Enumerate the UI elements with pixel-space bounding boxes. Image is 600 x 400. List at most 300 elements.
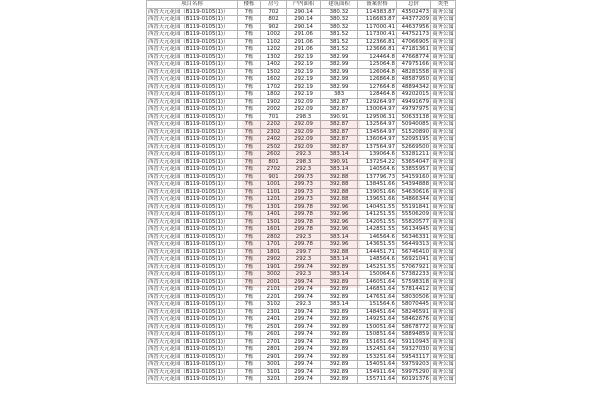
cell-room-number[interactable]: 2401: [261, 316, 287, 324]
cell-inner-area[interactable]: 292.19: [287, 53, 321, 61]
cell-building-area[interactable]: 392.88: [321, 181, 358, 189]
cell-type[interactable]: 商务公寓: [432, 16, 454, 23]
cell-project-name[interactable]: 西晋天元花园（B119-0105(1)）: [147, 143, 238, 151]
cell-total-price[interactable]: 52095195: [397, 136, 431, 144]
cell-project-name[interactable]: 西晋天元花园（B119-0105(1)）: [147, 308, 238, 316]
cell-inner-area[interactable]: 299.74: [287, 368, 321, 376]
cell-type[interactable]: 商务公寓: [432, 338, 454, 345]
cell-room-number[interactable]: 3002: [261, 271, 287, 279]
cell-building[interactable]: 7栋: [238, 226, 261, 234]
cell-building-area[interactable]: 392.89: [321, 293, 358, 301]
cell-room-number[interactable]: 1102: [261, 38, 287, 46]
cell-room-number[interactable]: 3102: [261, 301, 287, 309]
cell-filing-price[interactable]: 126064.8: [358, 68, 397, 76]
cell-total-price[interactable]: 56746410: [397, 248, 431, 256]
cell-project-name[interactable]: 西晋天元花园（B119-0105(1)）: [147, 353, 238, 361]
cell-total-price[interactable]: 58070445: [397, 301, 431, 309]
cell-total-price[interactable]: 54159160: [397, 173, 431, 181]
cell-type[interactable]: 商务公寓: [432, 211, 454, 218]
cell-building[interactable]: 7栋: [238, 346, 261, 354]
cell-total-price[interactable]: 56346331: [397, 233, 431, 241]
cell-building-area[interactable]: 392.89: [321, 361, 358, 369]
cell-project-name[interactable]: 西晋天元花园（B119-0105(1)）: [147, 53, 238, 61]
cell-building[interactable]: 7栋: [238, 166, 261, 174]
cell-project-name[interactable]: 西晋天元花园（B119-0105(1)）: [147, 151, 238, 159]
cell-type[interactable]: 商务公寓: [432, 8, 454, 15]
cell-filing-price[interactable]: 148564.6: [358, 256, 397, 264]
cell-total-price[interactable]: 47975166: [397, 61, 431, 69]
cell-type[interactable]: 商务公寓: [432, 241, 454, 248]
cell-building[interactable]: 7栋: [238, 106, 261, 114]
cell-building-area[interactable]: 383.14: [321, 271, 358, 279]
cell-project-name[interactable]: 西晋天元花园（B119-0105(1)）: [147, 286, 238, 294]
cell-total-price[interactable]: 47181361: [397, 46, 431, 54]
cell-project-name[interactable]: 西晋天元花园（B119-0105(1)）: [147, 331, 238, 339]
cell-inner-area[interactable]: 299.73: [287, 188, 321, 196]
cell-total-price[interactable]: 56449313: [397, 241, 431, 249]
cell-total-price[interactable]: 53855957: [397, 166, 431, 174]
cell-filing-price[interactable]: 140451.55: [358, 203, 397, 211]
cell-total-price[interactable]: 58462676: [397, 316, 431, 324]
cell-building[interactable]: 7栋: [238, 248, 261, 256]
cell-building[interactable]: 7栋: [238, 98, 261, 106]
cell-inner-area[interactable]: 290.14: [287, 23, 321, 31]
cell-filing-price[interactable]: 114383.87: [358, 8, 397, 16]
cell-building[interactable]: 7栋: [238, 323, 261, 331]
cell-building[interactable]: 7栋: [238, 76, 261, 84]
cell-filing-price[interactable]: 143651.55: [358, 241, 397, 249]
cell-room-number[interactable]: 2002: [261, 106, 287, 114]
cell-filing-price[interactable]: 150851.64: [358, 331, 397, 339]
cell-project-name[interactable]: 西晋天元花园（B119-0105(1)）: [147, 368, 238, 376]
cell-project-name[interactable]: 西晋天元花园（B119-0105(1)）: [147, 376, 238, 384]
cell-room-number[interactable]: 2302: [261, 128, 287, 136]
cell-inner-area[interactable]: 291.06: [287, 46, 321, 54]
cell-building-area[interactable]: 392.89: [321, 331, 358, 339]
cell-filing-price[interactable]: 149251.64: [358, 316, 397, 324]
cell-project-name[interactable]: 西晋天元花园（B119-0105(1)）: [147, 166, 238, 174]
cell-total-price[interactable]: 57067921: [397, 263, 431, 271]
cell-type[interactable]: 商务公寓: [432, 316, 454, 323]
cell-room-number[interactable]: 701: [261, 113, 287, 121]
cell-building[interactable]: 7栋: [238, 23, 261, 31]
cell-inner-area[interactable]: 299.7: [287, 248, 321, 256]
cell-building-area[interactable]: 382.87: [321, 106, 358, 114]
cell-room-number[interactable]: 901: [261, 173, 287, 181]
cell-filing-price[interactable]: 150064.6: [358, 271, 397, 279]
cell-project-name[interactable]: 西晋天元花园（B119-0105(1)）: [147, 16, 238, 24]
cell-project-name[interactable]: 西晋天元花园（B119-0105(1)）: [147, 316, 238, 324]
cell-building-area[interactable]: 380.32: [321, 23, 358, 31]
cell-total-price[interactable]: 59110943: [397, 338, 431, 346]
cell-filing-price[interactable]: 142051.55: [358, 218, 397, 226]
cell-project-name[interactable]: 西晋天元花园（B119-0105(1)）: [147, 181, 238, 189]
cell-total-price[interactable]: 56921041: [397, 256, 431, 264]
cell-total-price[interactable]: 53281211: [397, 151, 431, 159]
cell-project-name[interactable]: 西晋天元花园（B119-0105(1)）: [147, 211, 238, 219]
cell-room-number[interactable]: 1002: [261, 31, 287, 39]
cell-total-price[interactable]: 53654047: [397, 158, 431, 166]
cell-inner-area[interactable]: 292.19: [287, 83, 321, 91]
cell-room-number[interactable]: 3101: [261, 368, 287, 376]
cell-building-area[interactable]: 380.32: [321, 16, 358, 24]
cell-filing-price[interactable]: 127664.8: [358, 83, 397, 91]
cell-building[interactable]: 7栋: [238, 301, 261, 309]
cell-total-price[interactable]: 43502473: [397, 8, 431, 16]
cell-building-area[interactable]: 382.99: [321, 83, 358, 91]
cell-type[interactable]: 商务公寓: [432, 188, 454, 195]
cell-building[interactable]: 7栋: [238, 293, 261, 301]
cell-building-area[interactable]: 381.52: [321, 38, 358, 46]
cell-total-price[interactable]: 55191841: [397, 203, 431, 211]
cell-room-number[interactable]: 2201: [261, 293, 287, 301]
cell-project-name[interactable]: 西晋天元花园（B119-0105(1)）: [147, 91, 238, 99]
cell-total-price[interactable]: 54866344: [397, 196, 431, 204]
cell-building-area[interactable]: 392.89: [321, 323, 358, 331]
cell-room-number[interactable]: 3201: [261, 376, 287, 384]
cell-inner-area[interactable]: 298.3: [287, 158, 321, 166]
cell-type[interactable]: 商务公寓: [432, 263, 454, 270]
cell-type[interactable]: 商务公寓: [432, 38, 454, 45]
cell-total-price[interactable]: 57814412: [397, 286, 431, 294]
cell-type[interactable]: 商务公寓: [432, 128, 454, 135]
cell-inner-area[interactable]: 299.74: [287, 278, 321, 286]
cell-inner-area[interactable]: 299.74: [287, 323, 321, 331]
cell-building[interactable]: 7栋: [238, 53, 261, 61]
cell-building[interactable]: 7栋: [238, 181, 261, 189]
cell-type[interactable]: 商务公寓: [432, 346, 454, 353]
cell-room-number[interactable]: 2602: [261, 151, 287, 159]
cell-room-number[interactable]: 1101: [261, 188, 287, 196]
cell-inner-area[interactable]: 299.74: [287, 308, 321, 316]
cell-building-area[interactable]: 383.14: [321, 256, 358, 264]
cell-building[interactable]: 7栋: [238, 241, 261, 249]
cell-inner-area[interactable]: 299.78: [287, 203, 321, 211]
cell-project-name[interactable]: 西晋天元花园（B119-0105(1)）: [147, 203, 238, 211]
cell-building-area[interactable]: 392.89: [321, 308, 358, 316]
cell-type[interactable]: 商务公寓: [432, 151, 454, 158]
cell-filing-price[interactable]: 151564.6: [358, 301, 397, 309]
cell-inner-area[interactable]: 292.09: [287, 143, 321, 151]
cell-building[interactable]: 7栋: [238, 271, 261, 279]
cell-building[interactable]: 7栋: [238, 121, 261, 129]
cell-room-number[interactable]: 1201: [261, 196, 287, 204]
cell-building[interactable]: 7栋: [238, 8, 261, 16]
cell-type[interactable]: 商务公寓: [432, 376, 454, 383]
cell-room-number[interactable]: 1902: [261, 98, 287, 106]
cell-filing-price[interactable]: 155711.64: [358, 376, 397, 384]
cell-type[interactable]: 商务公寓: [432, 136, 454, 143]
cell-inner-area[interactable]: 291.06: [287, 38, 321, 46]
cell-filing-price[interactable]: 146564.6: [358, 233, 397, 241]
cell-inner-area[interactable]: 292.09: [287, 136, 321, 144]
cell-building[interactable]: 7栋: [238, 38, 261, 46]
cell-project-name[interactable]: 西晋天元花园（B119-0105(1)）: [147, 31, 238, 39]
cell-building[interactable]: 7栋: [238, 256, 261, 264]
cell-project-name[interactable]: 西晋天元花园（B119-0105(1)）: [147, 188, 238, 196]
cell-project-name[interactable]: 西晋天元花园（B119-0105(1)）: [147, 158, 238, 166]
cell-inner-area[interactable]: 292.19: [287, 68, 321, 76]
cell-building-area[interactable]: 383: [321, 91, 358, 99]
cell-room-number[interactable]: 3001: [261, 361, 287, 369]
cell-type[interactable]: 商务公寓: [432, 368, 454, 375]
cell-type[interactable]: 商务公寓: [432, 98, 454, 105]
cell-room-number[interactable]: 2802: [261, 233, 287, 241]
cell-building-area[interactable]: 392.89: [321, 346, 358, 354]
header-type[interactable]: 类型: [431, 1, 456, 9]
cell-building-area[interactable]: 392.88: [321, 196, 358, 204]
cell-room-number[interactable]: 1402: [261, 61, 287, 69]
cell-room-number[interactable]: 702: [261, 8, 287, 16]
cell-total-price[interactable]: 49797975: [397, 106, 431, 114]
cell-building[interactable]: 7栋: [238, 376, 261, 384]
cell-filing-price[interactable]: 129506.31: [358, 113, 397, 121]
cell-type[interactable]: 商务公寓: [432, 31, 454, 38]
cell-type[interactable]: 商务公寓: [432, 226, 454, 233]
cell-building[interactable]: 7栋: [238, 68, 261, 76]
cell-filing-price[interactable]: 117000.41: [358, 23, 397, 31]
cell-inner-area[interactable]: 299.74: [287, 316, 321, 324]
cell-inner-area[interactable]: 299.74: [287, 286, 321, 294]
cell-project-name[interactable]: 西晋天元花园（B119-0105(1)）: [147, 173, 238, 181]
cell-project-name[interactable]: 西晋天元花园（B119-0105(1)）: [147, 233, 238, 241]
cell-type[interactable]: 商务公寓: [432, 256, 454, 263]
cell-filing-price[interactable]: 122366.81: [358, 38, 397, 46]
cell-filing-price[interactable]: 147651.64: [358, 293, 397, 301]
cell-project-name[interactable]: 西晋天元花园（B119-0105(1)）: [147, 68, 238, 76]
cell-building-area[interactable]: 382.87: [321, 121, 358, 129]
cell-building-area[interactable]: 381.52: [321, 46, 358, 54]
cell-type[interactable]: 商务公寓: [432, 293, 454, 300]
cell-type[interactable]: 商务公寓: [432, 68, 454, 75]
cell-room-number[interactable]: 2901: [261, 353, 287, 361]
cell-total-price[interactable]: 44637956: [397, 23, 431, 31]
cell-total-price[interactable]: 55820577: [397, 218, 431, 226]
cell-type[interactable]: 商务公寓: [432, 46, 454, 53]
cell-inner-area[interactable]: 292.09: [287, 106, 321, 114]
cell-total-price[interactable]: 58030506: [397, 293, 431, 301]
cell-building[interactable]: 7栋: [238, 211, 261, 219]
cell-room-number[interactable]: 2301: [261, 308, 287, 316]
cell-project-name[interactable]: 西晋天元花园（B119-0105(1)）: [147, 346, 238, 354]
cell-total-price[interactable]: 59759203: [397, 361, 431, 369]
cell-filing-price[interactable]: 136064.97: [358, 136, 397, 144]
cell-building-area[interactable]: 382.99: [321, 53, 358, 61]
cell-building[interactable]: 7栋: [238, 286, 261, 294]
cell-project-name[interactable]: 西晋天元花园（B119-0105(1)）: [147, 113, 238, 121]
cell-type[interactable]: 商务公寓: [432, 23, 454, 30]
cell-type[interactable]: 商务公寓: [432, 113, 454, 120]
cell-total-price[interactable]: 44752173: [397, 31, 431, 39]
cell-project-name[interactable]: 西晋天元花园（B119-0105(1)）: [147, 61, 238, 69]
cell-room-number[interactable]: 902: [261, 23, 287, 31]
cell-type[interactable]: 商务公寓: [432, 173, 454, 180]
header-room-number[interactable]: 房号: [261, 1, 287, 9]
cell-filing-price[interactable]: 138451.66: [358, 181, 397, 189]
cell-building-area[interactable]: 392.88: [321, 248, 358, 256]
cell-total-price[interactable]: 50633138: [397, 113, 431, 121]
cell-project-name[interactable]: 西晋天元花园（B119-0105(1)）: [147, 98, 238, 106]
cell-building[interactable]: 7栋: [238, 316, 261, 324]
cell-inner-area[interactable]: 298.3: [287, 113, 321, 121]
cell-building[interactable]: 7栋: [238, 16, 261, 24]
cell-filing-price[interactable]: 139651.66: [358, 196, 397, 204]
cell-type[interactable]: 商务公寓: [432, 83, 454, 90]
cell-room-number[interactable]: 1801: [261, 248, 287, 256]
cell-filing-price[interactable]: 128464.8: [358, 91, 397, 99]
cell-filing-price[interactable]: 137254.22: [358, 158, 397, 166]
cell-project-name[interactable]: 西晋天元花园（B119-0105(1)）: [147, 323, 238, 331]
cell-building-area[interactable]: 392.96: [321, 211, 358, 219]
cell-project-name[interactable]: 西晋天元花园（B119-0105(1)）: [147, 241, 238, 249]
cell-building-area[interactable]: 390.91: [321, 113, 358, 121]
cell-inner-area[interactable]: 299.74: [287, 263, 321, 271]
cell-inner-area[interactable]: 290.14: [287, 8, 321, 16]
cell-type[interactable]: 商务公寓: [432, 181, 454, 188]
cell-building-area[interactable]: 382.87: [321, 136, 358, 144]
cell-filing-price[interactable]: 129264.97: [358, 98, 397, 106]
cell-building[interactable]: 7栋: [238, 278, 261, 286]
cell-total-price[interactable]: 59975290: [397, 368, 431, 376]
cell-building[interactable]: 7栋: [238, 233, 261, 241]
cell-building[interactable]: 7栋: [238, 91, 261, 99]
cell-building[interactable]: 7栋: [238, 83, 261, 91]
cell-building-area[interactable]: 392.96: [321, 203, 358, 211]
cell-project-name[interactable]: 西晋天元花园（B119-0105(1)）: [147, 301, 238, 309]
header-project-name[interactable]: 项目名称: [147, 1, 238, 9]
cell-total-price[interactable]: 44377209: [397, 16, 431, 24]
cell-total-price[interactable]: 47668774: [397, 53, 431, 61]
cell-filing-price[interactable]: 141251.55: [358, 211, 397, 219]
cell-building-area[interactable]: 392.96: [321, 218, 358, 226]
cell-building-area[interactable]: 392.88: [321, 188, 358, 196]
cell-filing-price[interactable]: 154051.64: [358, 361, 397, 369]
cell-filing-price[interactable]: 142851.55: [358, 226, 397, 234]
cell-filing-price[interactable]: 116683.87: [358, 16, 397, 24]
cell-type[interactable]: 商务公寓: [432, 53, 454, 60]
cell-room-number[interactable]: 2501: [261, 323, 287, 331]
cell-inner-area[interactable]: 290.14: [287, 16, 321, 24]
cell-total-price[interactable]: 49202015: [397, 91, 431, 99]
cell-inner-area[interactable]: 292.3: [287, 151, 321, 159]
cell-inner-area[interactable]: 299.78: [287, 226, 321, 234]
cell-type[interactable]: 商务公寓: [432, 308, 454, 315]
cell-building[interactable]: 7栋: [238, 361, 261, 369]
cell-room-number[interactable]: 1202: [261, 46, 287, 54]
cell-project-name[interactable]: 西晋天元花园（B119-0105(1)）: [147, 46, 238, 54]
cell-filing-price[interactable]: 124464.8: [358, 53, 397, 61]
cell-room-number[interactable]: 2801: [261, 346, 287, 354]
cell-building[interactable]: 7栋: [238, 353, 261, 361]
cell-building-area[interactable]: 382.87: [321, 143, 358, 151]
cell-inner-area[interactable]: 299.78: [287, 218, 321, 226]
cell-room-number[interactable]: 1901: [261, 263, 287, 271]
cell-building-area[interactable]: 383.14: [321, 166, 358, 174]
cell-inner-area[interactable]: 299.74: [287, 353, 321, 361]
cell-filing-price[interactable]: 153251.64: [358, 353, 397, 361]
cell-project-name[interactable]: 西晋天元花园（B119-0105(1)）: [147, 8, 238, 16]
cell-type[interactable]: 商务公寓: [432, 166, 454, 173]
cell-total-price[interactable]: 54394888: [397, 181, 431, 189]
cell-filing-price[interactable]: 146851.64: [358, 286, 397, 294]
cell-filing-price[interactable]: 132564.97: [358, 121, 397, 129]
cell-building[interactable]: 7栋: [238, 196, 261, 204]
cell-project-name[interactable]: 西晋天元花园（B119-0105(1)）: [147, 121, 238, 129]
cell-building-area[interactable]: 383.14: [321, 151, 358, 159]
cell-type[interactable]: 商务公寓: [432, 143, 454, 150]
cell-project-name[interactable]: 西晋天元花园（B119-0105(1)）: [147, 338, 238, 346]
cell-filing-price[interactable]: 137564.97: [358, 143, 397, 151]
cell-building-area[interactable]: 392.89: [321, 263, 358, 271]
cell-room-number[interactable]: 2601: [261, 331, 287, 339]
cell-building[interactable]: 7栋: [238, 113, 261, 121]
cell-filing-price[interactable]: 125064.8: [358, 61, 397, 69]
cell-total-price[interactable]: 59327030: [397, 346, 431, 354]
cell-inner-area[interactable]: 292.19: [287, 76, 321, 84]
cell-type[interactable]: 商务公寓: [432, 218, 454, 225]
cell-room-number[interactable]: 1501: [261, 218, 287, 226]
cell-type[interactable]: 商务公寓: [432, 121, 454, 128]
cell-building-area[interactable]: 382.87: [321, 128, 358, 136]
cell-room-number[interactable]: 2402: [261, 136, 287, 144]
cell-inner-area[interactable]: 292.3: [287, 256, 321, 264]
cell-building-area[interactable]: 392.89: [321, 338, 358, 346]
cell-type[interactable]: 商务公寓: [432, 61, 454, 68]
cell-building-area[interactable]: 392.89: [321, 286, 358, 294]
cell-room-number[interactable]: 2701: [261, 338, 287, 346]
cell-filing-price[interactable]: 148451.64: [358, 308, 397, 316]
cell-type[interactable]: 商务公寓: [432, 353, 454, 360]
cell-room-number[interactable]: 1701: [261, 241, 287, 249]
cell-filing-price[interactable]: 150051.64: [358, 323, 397, 331]
cell-room-number[interactable]: 1401: [261, 211, 287, 219]
cell-building[interactable]: 7栋: [238, 61, 261, 69]
cell-building-area[interactable]: 392.89: [321, 376, 358, 384]
cell-project-name[interactable]: 西晋天元花园（B119-0105(1)）: [147, 38, 238, 46]
cell-total-price[interactable]: 60191376: [397, 376, 431, 384]
cell-type[interactable]: 商务公寓: [432, 196, 454, 203]
cell-filing-price[interactable]: 134564.97: [358, 128, 397, 136]
cell-project-name[interactable]: 西晋天元花园（B119-0105(1)）: [147, 271, 238, 279]
cell-room-number[interactable]: 1302: [261, 53, 287, 61]
cell-total-price[interactable]: 49491679: [397, 98, 431, 106]
cell-room-number[interactable]: 2502: [261, 143, 287, 151]
cell-inner-area[interactable]: 292.3: [287, 271, 321, 279]
cell-inner-area[interactable]: 292.3: [287, 166, 321, 174]
cell-building-area[interactable]: 382.99: [321, 61, 358, 69]
cell-type[interactable]: 商务公寓: [432, 278, 454, 285]
cell-building-area[interactable]: 392.96: [321, 226, 358, 234]
cell-total-price[interactable]: 59543117: [397, 353, 431, 361]
cell-building[interactable]: 7栋: [238, 338, 261, 346]
header-building[interactable]: 楼栋: [238, 1, 261, 9]
cell-project-name[interactable]: 西晋天元花园（B119-0105(1)）: [147, 361, 238, 369]
cell-filing-price[interactable]: 145251.55: [358, 263, 397, 271]
cell-room-number[interactable]: 1602: [261, 76, 287, 84]
cell-building[interactable]: 7栋: [238, 308, 261, 316]
cell-type[interactable]: 商务公寓: [432, 248, 454, 255]
cell-building[interactable]: 7栋: [238, 368, 261, 376]
cell-building-area[interactable]: 380.32: [321, 8, 358, 16]
cell-project-name[interactable]: 西晋天元花园（B119-0105(1)）: [147, 278, 238, 286]
cell-room-number[interactable]: 1502: [261, 68, 287, 76]
cell-total-price[interactable]: 50940085: [397, 121, 431, 129]
cell-building[interactable]: 7栋: [238, 46, 261, 54]
cell-building[interactable]: 7栋: [238, 128, 261, 136]
cell-building[interactable]: 7栋: [238, 218, 261, 226]
cell-total-price[interactable]: 57598318: [397, 278, 431, 286]
cell-building-area[interactable]: 392.89: [321, 368, 358, 376]
